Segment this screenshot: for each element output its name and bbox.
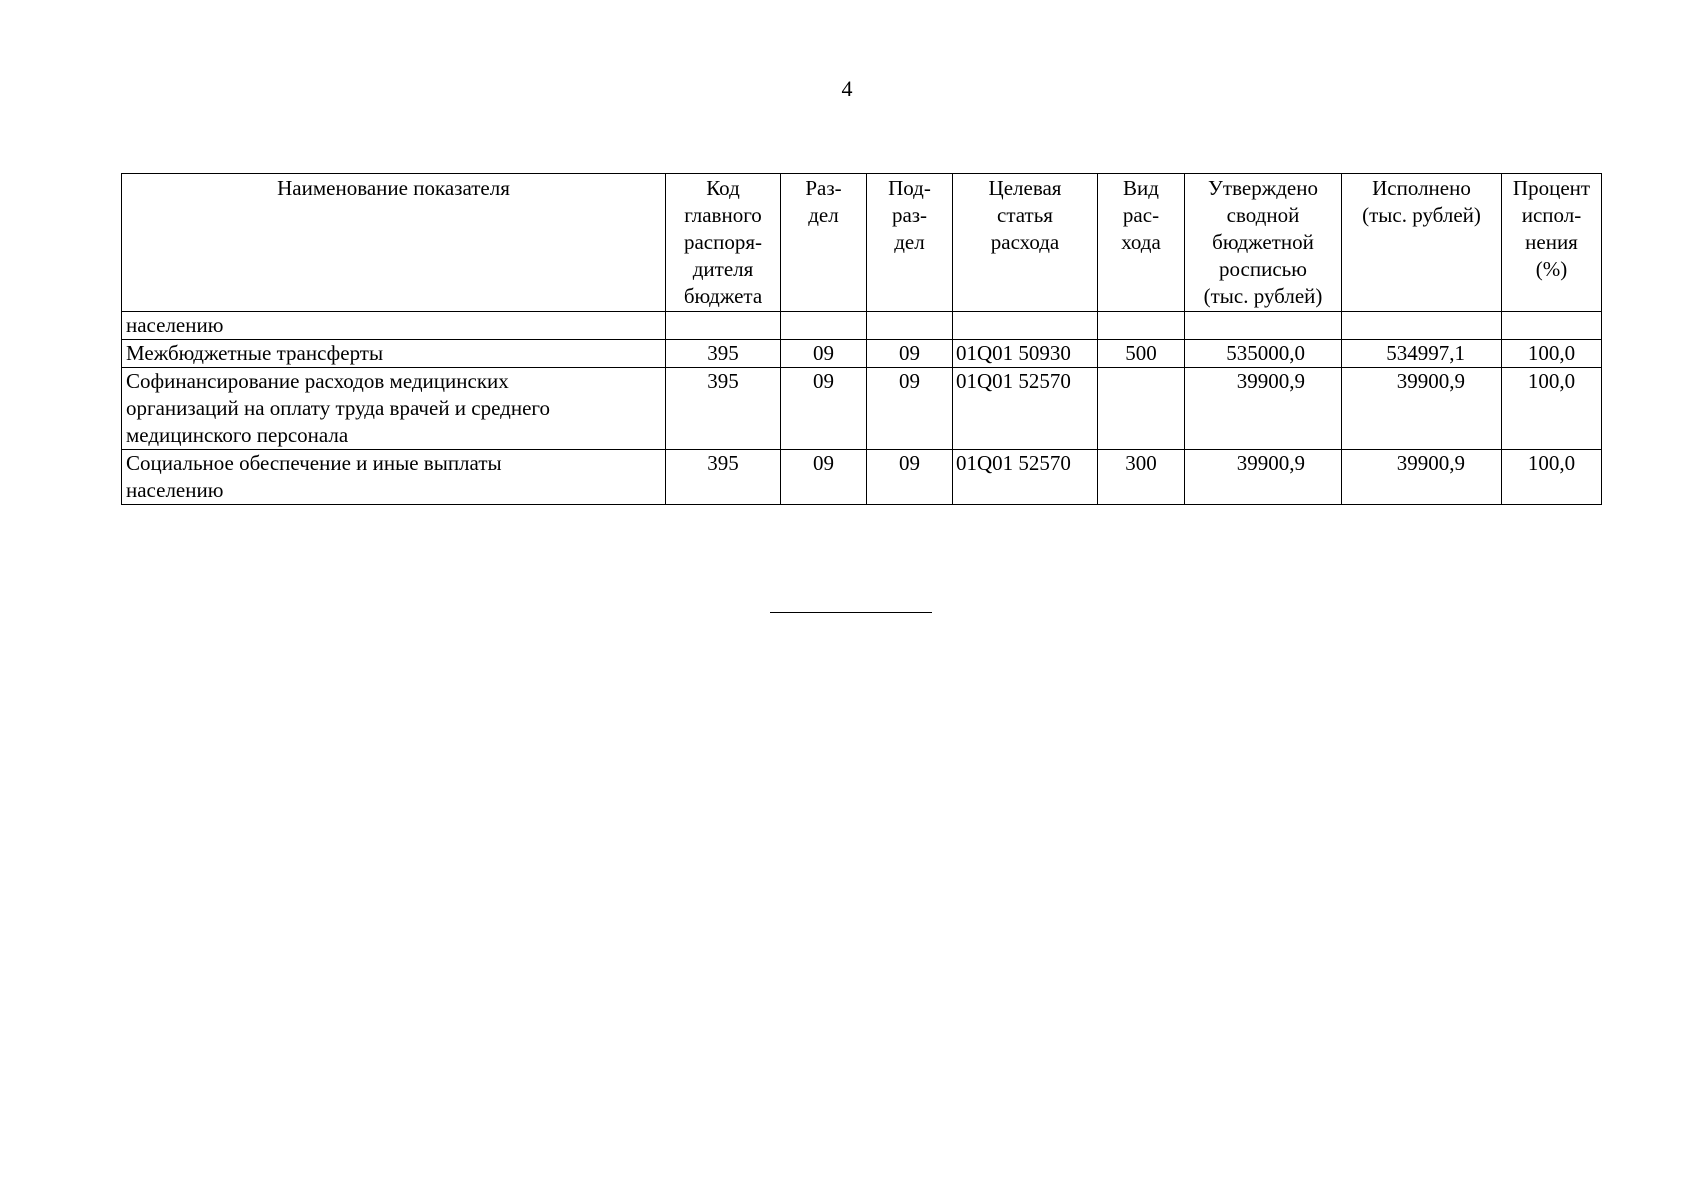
header-name: Наименование показателя	[122, 174, 666, 312]
cell-approved: 535000,0	[1185, 340, 1342, 368]
cell-percent: 100,0	[1502, 340, 1602, 368]
cell-target: 01Q01 52570	[953, 450, 1098, 505]
table-row	[122, 340, 1602, 368]
cell-executed	[1342, 312, 1502, 340]
cell-executed: 39900,9	[1342, 368, 1502, 450]
cell-name: Софинансирование расходов медицинских организаций на оплату труда врачей и среднего медицинского персонала	[122, 368, 666, 450]
header-percent: Процент испол- нения (%)	[1502, 174, 1602, 312]
cell-name: Социальное обеспечение и иные выплаты населению	[122, 450, 666, 505]
cell-type: 300	[1098, 450, 1185, 505]
cell-name: населению	[122, 312, 666, 340]
end-separator-line	[770, 612, 932, 613]
header-approved: Утверждено сводной бюджетной росписью (тыс. рублей)	[1185, 174, 1342, 312]
cell-section: 09	[781, 340, 867, 368]
budget-execution-table	[121, 173, 1602, 505]
cell-code: 395	[666, 340, 781, 368]
cell-subsection: 09	[867, 450, 953, 505]
cell-name: Межбюджетные трансферты	[122, 340, 666, 368]
header-code: Код главного распоря- дителя бюджета	[666, 174, 781, 312]
header-target: Целевая статья расхода	[953, 174, 1098, 312]
header-subsection: Под- раз- дел	[867, 174, 953, 312]
table-row	[122, 450, 1602, 505]
cell-approved: 39900,9	[1185, 450, 1342, 505]
header-executed: Исполнено (тыс. рублей)	[1342, 174, 1502, 312]
table-header-row	[122, 174, 1602, 312]
cell-subsection	[867, 312, 953, 340]
cell-target: 01Q01 50930	[953, 340, 1098, 368]
page-number: 4	[841, 76, 853, 101]
table-row	[122, 312, 1602, 340]
cell-type	[1098, 368, 1185, 450]
cell-type	[1098, 312, 1185, 340]
cell-executed: 534997,1	[1342, 340, 1502, 368]
cell-section	[781, 312, 867, 340]
cell-subsection: 09	[867, 368, 953, 450]
cell-code: 395	[666, 450, 781, 505]
table-row	[122, 368, 1602, 450]
header-type: Вид рас- хода	[1098, 174, 1185, 312]
cell-section: 09	[781, 450, 867, 505]
cell-subsection: 09	[867, 340, 953, 368]
cell-type: 500	[1098, 340, 1185, 368]
cell-code: 395	[666, 368, 781, 450]
cell-target	[953, 312, 1098, 340]
cell-percent: 100,0	[1502, 368, 1602, 450]
cell-approved: 39900,9	[1185, 368, 1342, 450]
cell-target: 01Q01 52570	[953, 368, 1098, 450]
cell-percent: 100,0	[1502, 450, 1602, 505]
cell-code	[666, 312, 781, 340]
cell-approved	[1185, 312, 1342, 340]
cell-percent	[1502, 312, 1602, 340]
header-section: Раз- дел	[781, 174, 867, 312]
cell-section: 09	[781, 368, 867, 450]
cell-executed: 39900,9	[1342, 450, 1502, 505]
